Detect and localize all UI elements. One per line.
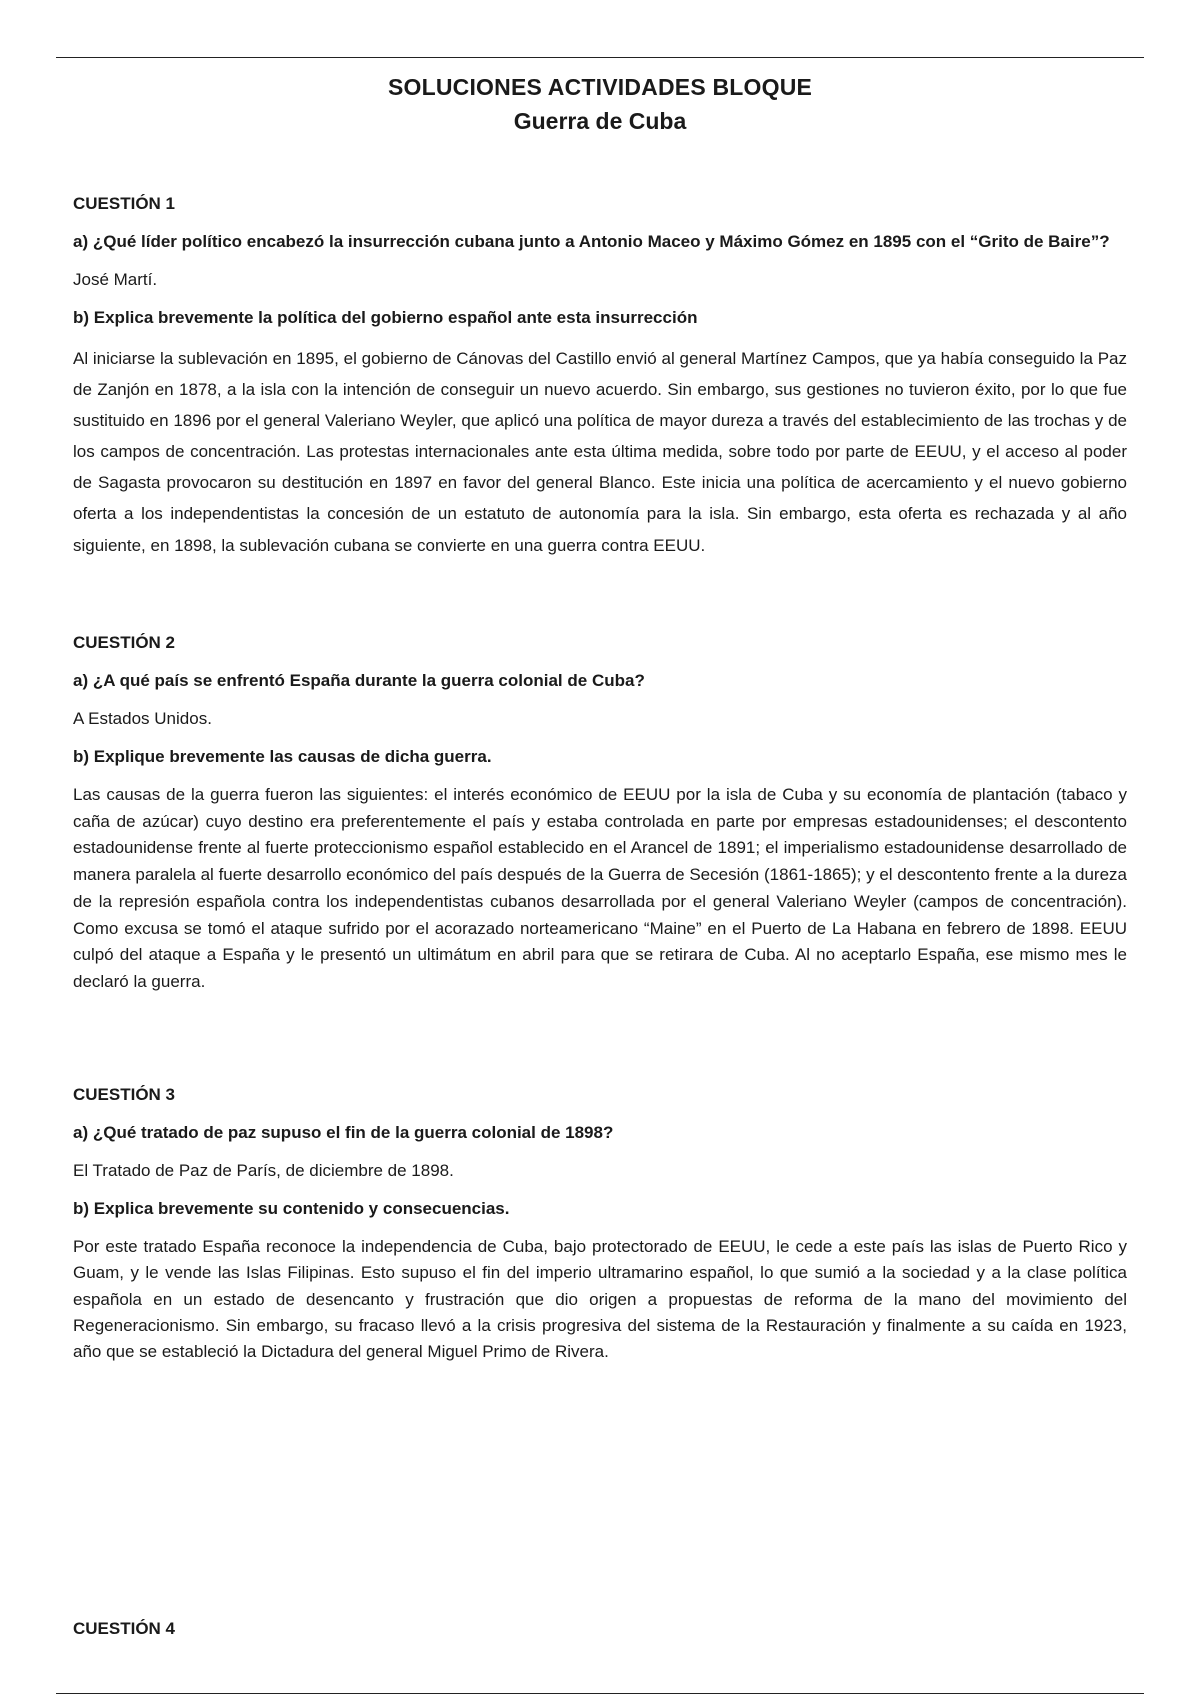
section-heading: CUESTIÓN 2 bbox=[73, 633, 176, 652]
answer-b: Las causas de la guerra fueron las siguientes: el interés económico de EEUU por la isla de Cuba y su economía de plantación (tabaco y caña de azúcar) cuyo destino era preferentemente el país y estaba controlada en parte por empresas estadounidenses; el descontento estadounidense frente al fuerte proteccionismo español establecido en el Arancel de 1891; el imperialismo estadounidense desarrollado de manera paralela al fuerte desarrollo económico del país después de la Guerra de Secesión (1861-1865); y el descontento frente a la dureza de la represión española contra los independentistas cubanos desarrollada por el general Valeriano Weyler (campos de concentración). Como excusa se tomó el ataque sufrido por el acorazado norteamericano “Maine” en el Puerto de La Habana en febrero de 1898. EEUU culpó del ataque a España y le presentó un ultimátum en abril para que se retirara de Cuba. Al no aceptarlo España, ese mismo mes le declaró la guerra. bbox=[73, 785, 1127, 991]
section-cuestion-1 bbox=[73, 193, 1127, 561]
question-b: b) Explique brevemente las causas de dicha guerra. bbox=[73, 747, 492, 766]
answer-a: José Martí. bbox=[73, 270, 158, 289]
answer-a: A Estados Unidos. bbox=[73, 709, 212, 728]
answer-b: Al iniciarse la sublevación en 1895, el gobierno de Cánovas del Castillo envió al general Martínez Campos, que ya había conseguido la Paz de Zanjón en 1878, a la isla con la intención de conseguir un nuevo acuerdo. Sin embargo, sus gestiones no tuvieron éxito, por lo que fue sustituido en 1896 por el general Valeriano Weyler, que aplicó una política de mayor dureza a través del establecimiento de las trochas y de los campos de concentración. Las protestas internacionales ante esta última medida, sobre todo por parte de EEUU, y el acceso al poder de Sagasta provocaron su destitución en 1897 en favor del general Blanco. Este inicia una política de acercamiento y el nuevo gobierno oferta a los independentistas la concesión de un estatuto de autonomía para la isla. Sin embargo, esta oferta es rechazada y al año siguiente, en 1898, la sublevación cubana se convierte en una guerra contra EEUU. bbox=[73, 349, 1127, 555]
question-a: a) ¿Qué tratado de paz supuso el fin de la guerra colonial de 1898? bbox=[73, 1123, 614, 1142]
section-heading: CUESTIÓN 3 bbox=[73, 1085, 176, 1104]
section-cuestion-3 bbox=[73, 1084, 1127, 1365]
document-title bbox=[56, 70, 1144, 138]
top-rule bbox=[56, 57, 1144, 58]
section-heading: CUESTIÓN 4 bbox=[73, 1619, 176, 1638]
question-b: b) Explica brevemente la política del gobierno español ante esta insurrección bbox=[73, 308, 698, 327]
section-heading: CUESTIÓN 1 bbox=[73, 194, 176, 213]
section-cuestion-4 bbox=[73, 1618, 1127, 1654]
answer-a: El Tratado de Paz de París, de diciembre de 1898. bbox=[73, 1161, 454, 1180]
answer-b: Por este tratado España reconoce la independencia de Cuba, bajo protectorado de EEUU, le cede a este país las islas de Puerto Rico y Guam, y le vende las Islas Filipinas. Esto supuso el fin del imperio ultramarino español, lo que sumió a la sociedad y a la clase política española en un estado de desencanto y frustración que dio origen a propuestas de reforma de la mano del movimiento del Regeneracionismo. Sin embargo, su fracaso llevó a la crisis progresiva del sistema de la Restauración y finalmente a su caída en 1923, año que se estableció la Dictadura del general Miguel Primo de Rivera. bbox=[73, 1237, 1127, 1362]
title-line-2: Guerra de Cuba bbox=[513, 108, 687, 134]
bottom-rule bbox=[56, 1693, 1144, 1694]
question-a: a) ¿Qué líder político encabezó la insurrección cubana junto a Antonio Maceo y Máximo Gómez en 1895 con el “Grito de Baire”? bbox=[73, 232, 1110, 251]
question-a: a) ¿A qué país se enfrentó España durante la guerra colonial de Cuba? bbox=[73, 671, 645, 690]
title-line-1: SOLUCIONES ACTIVIDADES BLOQUE bbox=[387, 74, 813, 100]
question-b: b) Explica brevemente su contenido y consecuencias. bbox=[73, 1199, 510, 1218]
section-cuestion-2 bbox=[73, 632, 1127, 996]
